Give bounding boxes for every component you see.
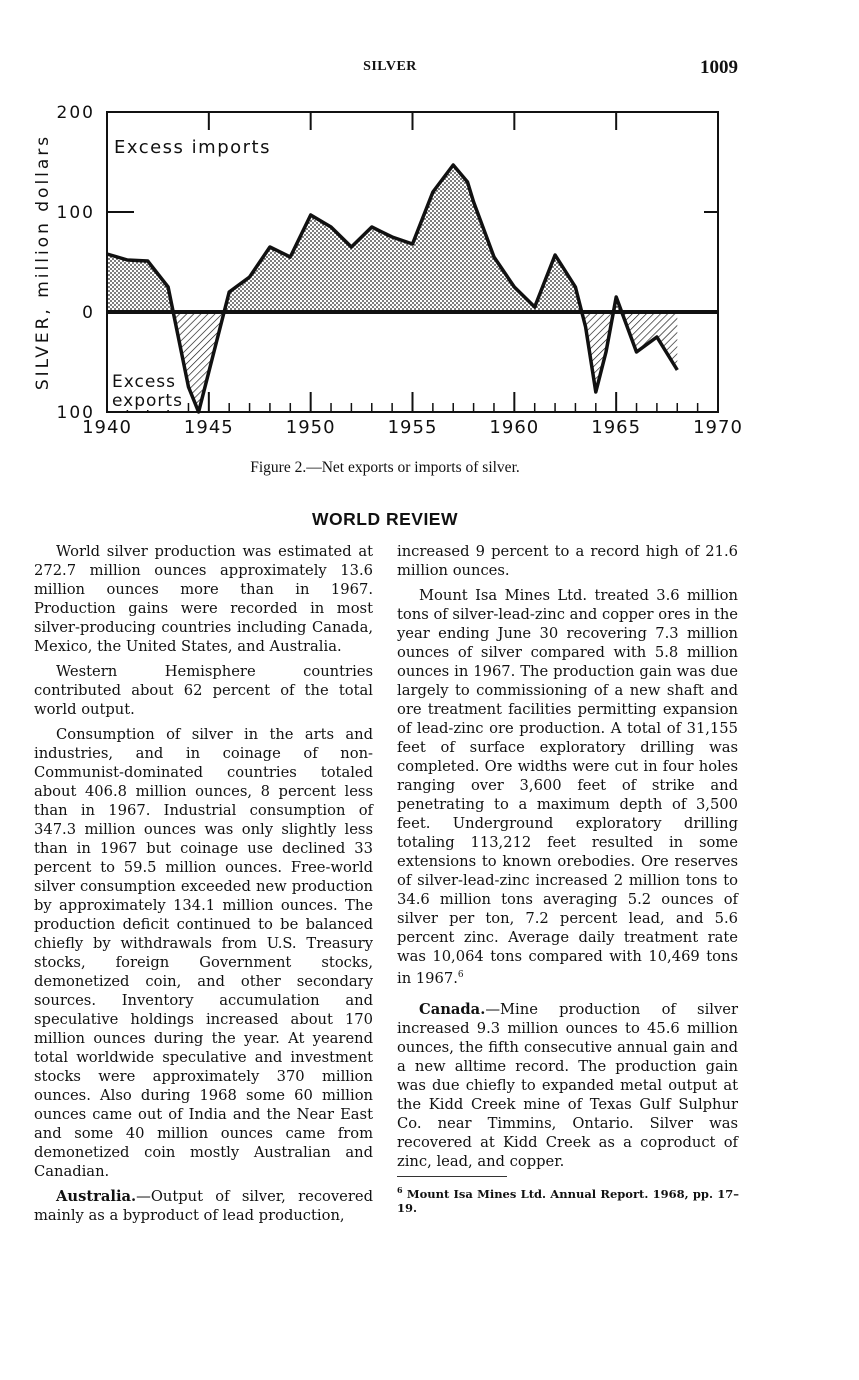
y-tick-label: 100 [56,403,95,423]
footnote-number: 6 [397,1185,403,1195]
x-tick-label: 1960 [489,417,540,438]
annotation-excess-exports: exports [112,391,183,411]
footnote [397,1183,739,1215]
y-tick-label: 100 [56,203,95,223]
paragraph: Western Hemisphere countries contributed about 62 percent of the total world output. [34,663,373,718]
left-column [34,542,373,1231]
x-tick-label: 1950 [285,417,336,438]
silver-trade-chart [0,90,859,450]
footnote-rule [397,1176,507,1177]
footnote-reference: 6 [457,970,464,980]
paragraph-text: —Mine production of silver increased 9.3 million ounces to 45.6 million ounces, the fifth consecutive annual gain and a new alltime record. The production gain was due chiefly to expanded metal output at the Kidd Creek mine of Texas Gulf Sulphur Co. near Timmins, Ontario. Silver was recovered at Kidd Creek as a coproduct of zinc, lead, and copper. [397,1000,738,1170]
paragraph-run-in-heading: Australia. [56,1188,137,1205]
paragraph [34,1187,373,1225]
y-tick-label: 0 [82,303,95,323]
paragraph [397,1000,738,1171]
x-tick-label: 1970 [693,417,743,438]
y-tick-label: 200 [56,103,95,123]
page-number: 1009 [700,57,738,78]
annotation-excess-imports: Excess imports [114,137,271,158]
x-tick-label: 1945 [183,417,234,438]
section-heading: WORLD REVIEW [312,509,458,529]
x-tick-label: 1965 [591,417,642,438]
y-axis-label: SILVER, million dollars [33,133,53,391]
annotation-excess-exports: Excess [112,372,177,392]
paragraph-text: Mount Isa Mines Ltd. treated 3.6 million tons of silver-lead-zinc and copper ores in the year ending June 30 recovering 7.3 million ounces of silver compared with 5.8 million ounces in 1967. The production gain was due largely to commissioning of a new shaft and ore treatment facilities permitting expansion of lead-zinc ore production. A total of 31,155 feet of surface exploratory drilling was completed. Ore widths were cut in four holes ranging over 3,600 feet of strike and penetrating to a maximum depth of 3,500 feet. Underground exploratory drilling totaling 113,212 feet resulted in some extensions to known orebodies. Ore reserves of silver-lead-zinc increased 2 million tons to 34.6 million tons averaging 5.2 ounces of silver per ton, 7.2 percent lead, and 5.6 percent zinc. Average daily treatment rate was 10,064 tons compared with 10,469 tons in 1967. [397,587,738,987]
paragraph-run-in-heading: Canada. [419,1000,486,1018]
paragraph [397,586,738,988]
running-header-title: SILVER [363,59,417,74]
footnote-text: Mount Isa Mines Ltd. Annual Report. 1968, pp. 17–19. [397,1186,739,1215]
x-tick-label: 1940 [82,417,132,438]
x-tick-label: 1955 [387,417,438,438]
paragraph: Consumption of silver in the arts and industries, and in coinage of non-Communist-dominated countries totaled about 406.8 million ounces, 8 percent less than in 1967. Industrial consumption of 347.3 million ounces was only slightly less than in 1967 but coinage use declined 33 percent to 59.5 million ounces. Free-world silver consumption exceeded new production by approximately 134.1 million ounces. The production deficit continued to be balanced chiefly by withdrawals from U.S. Treasury stocks, foreign Government stocks, demonetized coin, and other secondary sources. Inventory accumulation and speculative holdings increased about 170 million ounces during the year. At yearend total worldwide speculative and investment stocks were approximately 370 million ounces. Also during 1968 some 60 million ounces came out of India and the Near East and some 40 million ounces came from demonetized coin mostly Australian and Canadian. [34,726,373,1180]
figure-caption: Figure 2.—Net exports or imports of silver. [250,459,520,476]
paragraph: increased 9 percent to a record high of 21.6 million ounces. [397,543,738,579]
paragraph-text: —Output of silver, recovered mainly as a byproduct of lead production, [34,1188,373,1224]
right-column [397,542,738,1177]
paragraph: World silver production was estimated at 272.7 million ounces approximately 13.6 million ounces more than in 1967. Production gains were recorded in most silver-producing countries including Canada, Mexico, the United States, and Australia. [34,543,373,655]
